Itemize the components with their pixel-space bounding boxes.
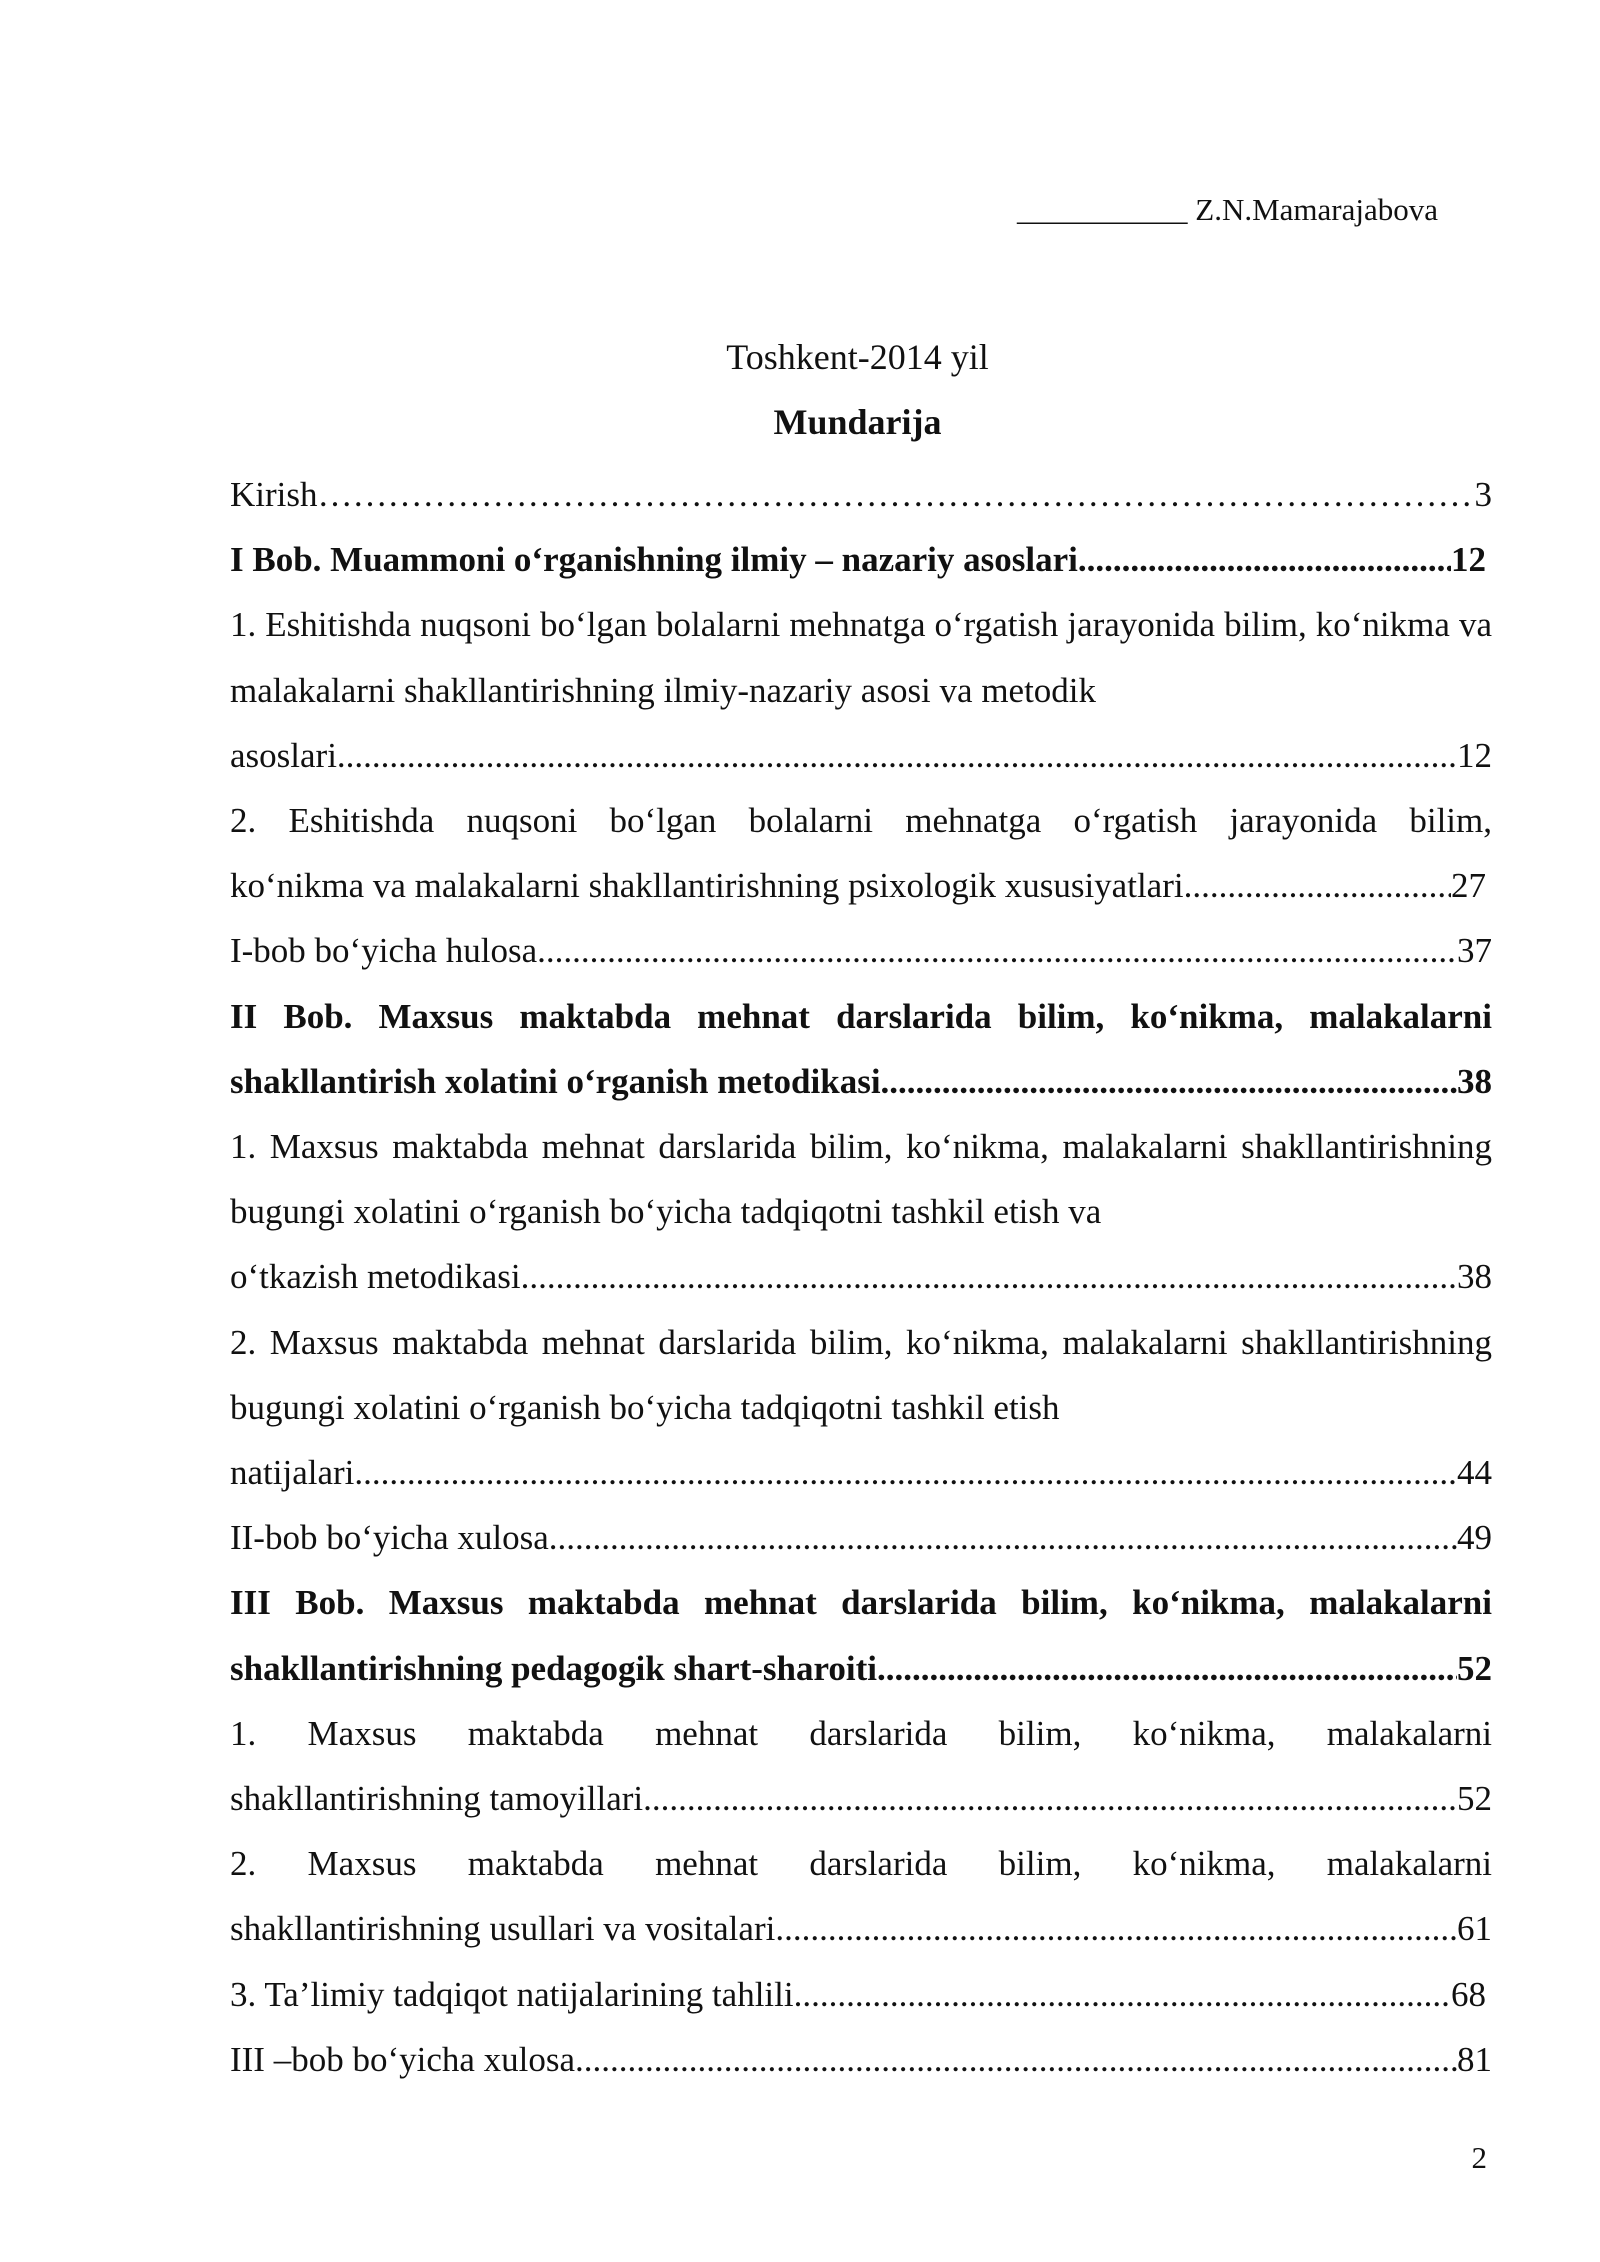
signature-name: Z.N.Mamarajabova xyxy=(1195,192,1438,227)
page-number: 2 xyxy=(1471,2140,1487,2175)
table-of-contents xyxy=(230,462,1492,2092)
toc-entry-chapter-3-conclusion[interactable]: III –bob bo‘yicha xulosa ..... 81 xyxy=(230,2027,1492,2092)
leader-dots xyxy=(337,723,1457,788)
toc-entry-section-1-2[interactable]: 2. Eshitishda nuqsoni bo‘lgan bolalarni mehnatga o‘rgatish jarayonida bilim, ko‘nikma va malakalarni shakllantirishning psixologik xususiyatlari ..... 27 xyxy=(230,788,1492,918)
leader-dots xyxy=(877,1636,1457,1701)
leader-dots xyxy=(575,2027,1457,2092)
page-ref: 52 xyxy=(1457,1779,1492,1819)
page-ref: 44 xyxy=(1457,1453,1492,1493)
page-ref: 3 xyxy=(1474,475,1492,514)
signature-blank: ___________ xyxy=(1017,192,1188,227)
toc-entry-chapter-1-conclusion[interactable]: I-bob bo‘yicha hulosa ..... 37 xyxy=(230,918,1492,983)
toc-entry-section-1-1[interactable]: 1. Eshitishda nuqsoni bo‘lgan bolalarni mehnatga o‘rgatish jarayonida bilim, ko‘nikma va malakalarni shakllantirishning ilmiy-nazariy asosi va metodik asoslari ..... 12 xyxy=(230,592,1492,788)
toc-entry-kirish[interactable]: Kirish ……………………………………………………………………………………………………………………………………………………………… 3 xyxy=(230,462,1492,527)
page-ref: 27 xyxy=(1451,866,1486,906)
page-ref: 37 xyxy=(1457,931,1492,971)
page-ref: 38 xyxy=(1457,1257,1492,1297)
page-ref: 61 xyxy=(1457,1909,1492,1949)
leader-dots xyxy=(537,918,1457,983)
signature-line xyxy=(1017,192,1438,228)
leader-dots xyxy=(794,1962,1451,2027)
leader-dots xyxy=(775,1896,1457,1961)
leader-dots xyxy=(521,1244,1457,1309)
page-ref: 68 xyxy=(1451,1974,1486,2014)
page-ref: 81 xyxy=(1457,2039,1492,2079)
page-ref: 12 xyxy=(1457,735,1492,775)
toc-entry-chapter-3[interactable]: III Bob. Maxsus maktabda mehnat darslarida bilim, ko‘nikma, malakalarni shakllantirishning pedagogik shart-sharoiti ..... 52 xyxy=(230,1570,1492,1700)
toc-entry-section-3-3[interactable]: 3. Ta’limiy tadqiqot natijalarining tahlili ..... 68 xyxy=(230,1962,1486,2027)
leader-dots xyxy=(643,1766,1457,1831)
page-ref: 52 xyxy=(1457,1648,1492,1688)
city-year: Toshkent-2014 yil xyxy=(726,337,989,377)
toc-entry-section-2-2[interactable]: 2. Maxsus maktabda mehnat darslarida bilim, ko‘nikma, malakalarni shakllantirishning bugungi xolatini o‘rganish bo‘yicha tadqiqotni tashkil etish natijalari ..... 44 xyxy=(230,1310,1492,1506)
toc-entry-section-3-1[interactable]: 1. Maxsus maktabda mehnat darslarida bilim, ko‘nikma, malakalarni shakllantirishning tamoyillari ..... 52 xyxy=(230,1701,1492,1831)
leader-dots xyxy=(354,1440,1457,1505)
page-ref: 38 xyxy=(1457,1061,1492,1101)
toc-entry-chapter-2-conclusion[interactable]: II-bob bo‘yicha xulosa ..... 49 xyxy=(230,1505,1492,1570)
toc-entry-chapter-1[interactable]: I Bob. Muammoni o‘rganishning ilmiy – nazariy asoslari ..... 12 xyxy=(230,527,1486,592)
leader-dots xyxy=(318,462,1475,527)
page-ref: 49 xyxy=(1457,1518,1492,1558)
toc-entry-section-3-2[interactable]: 2. Maxsus maktabda mehnat darslarida bilim, ko‘nikma, malakalarni shakllantirishning usullari va vositalari ..... 61 xyxy=(230,1831,1492,1961)
toc-title: Mundarija xyxy=(773,402,942,442)
leader-dots xyxy=(1184,853,1451,918)
page-ref: 12 xyxy=(1451,540,1486,580)
leader-dots xyxy=(881,1049,1457,1114)
leader-dots xyxy=(549,1505,1457,1570)
leader-dots xyxy=(1078,527,1451,592)
toc-entry-section-2-1[interactable]: 1. Maxsus maktabda mehnat darslarida bilim, ko‘nikma, malakalarni shakllantirishning bugungi xolatini o‘rganish bo‘yicha tadqiqotni tashkil etish va o‘tkazish metodikasi ..... 38 xyxy=(230,1114,1492,1310)
toc-entry-chapter-2[interactable]: II Bob. Maxsus maktabda mehnat darslarida bilim, ko‘nikma, malakalarni shakllantirish xolatini o‘rganish metodikasi ..... 38 xyxy=(230,984,1492,1114)
